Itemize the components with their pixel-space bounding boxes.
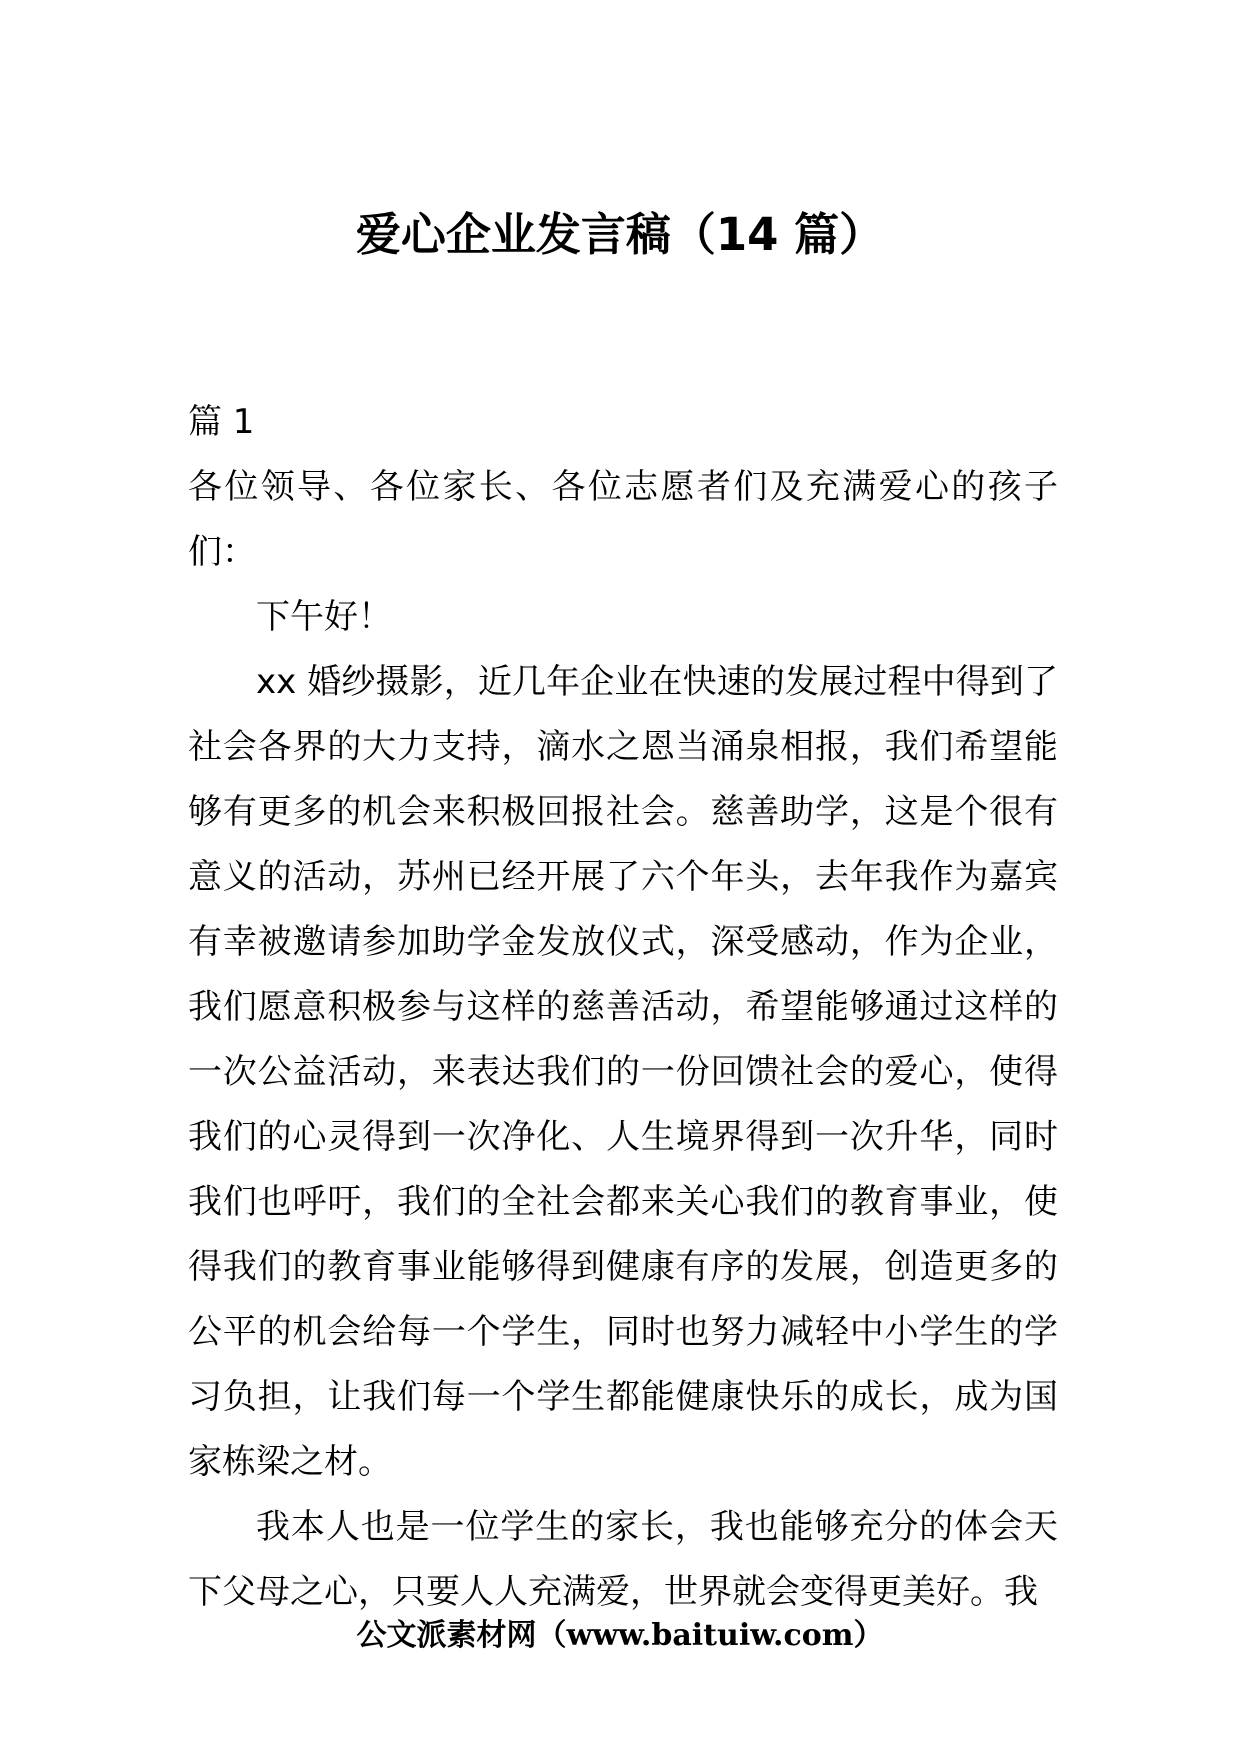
salutation: 各位领导、各位家长、各位志愿者们及充满爱心的孩子们： xyxy=(188,467,1058,572)
paragraph-2: 我本人也是一位学生的家长，我也能够充分的体会天下父母之心，只要人人充满爱，世界就会变得更美好。我 xyxy=(188,1507,1058,1612)
footer-source: 公文派素材网（www.baituiw.com） xyxy=(356,1618,884,1653)
greeting: 下午好！ xyxy=(256,597,392,637)
document-title: 爱心企业发言稿（14 篇） xyxy=(355,208,885,261)
document-body xyxy=(188,390,1058,1625)
section-label: 篇 1 xyxy=(188,402,255,442)
paragraph-1: xx 婚纱摄影，近几年企业在快速的发展过程中得到了社会各界的大力支持，滴水之恩当涌泉相报，我们希望能够有更多的机会来积极回报社会。慈善助学，这是个很有意义的活动，苏州已经开展了六个年头，去年我作为嘉宾有幸被邀请参加助学金发放仪式，深受感动，作为企业，我们愿意积极参与这样的慈善活动，希望能够通过这样的一次公益活动，来表达我们的一份回馈社会的爱心，使得我们的心灵得到一次净化、人生境界得到一次升华，同时我们也呼吁，我们的全社会都来关心我们的教育事业，使得我们的教育事业能够得到健康有序的发展，创造更多的公平的机会给每一个学生，同时也努力减轻中小学生的学习负担，让我们每一个学生都能健康快乐的成长，成为国家栋梁之材。 xyxy=(188,662,1058,1482)
